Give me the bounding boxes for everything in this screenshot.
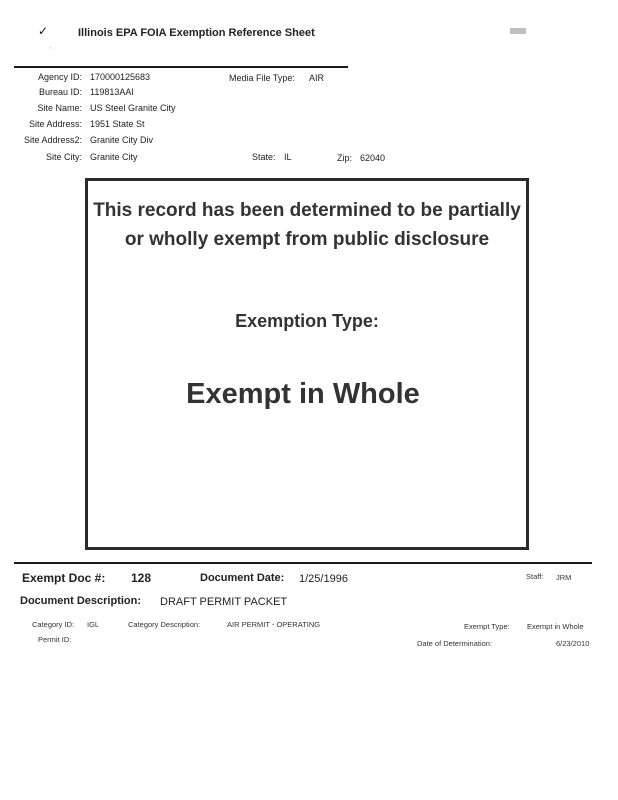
document-date-label: Document Date: (200, 572, 285, 584)
date-of-determination-label: Date of Determination: (417, 639, 493, 648)
staff-label: Staff: (526, 572, 544, 581)
page-title: Illinois EPA FOIA Exemption Reference Sheet (78, 27, 315, 39)
exempt-doc-value: 128 (131, 571, 152, 585)
category-id-label: Category ID: (32, 620, 75, 629)
media-file-type-value: AIR (309, 73, 325, 83)
site-address2-value: Granite City Div (90, 135, 154, 145)
document-description-value: DRAFT PERMIT PACKET (160, 596, 288, 608)
staff-value: JRM (556, 573, 572, 582)
site-address-label: Site Address: (28, 119, 82, 129)
checkmark-icon: ✓ (38, 24, 49, 38)
permit-id-label: Permit ID: (38, 635, 72, 644)
agency-id-value: 170000125683 (90, 72, 151, 82)
site-name-label: Site Name: (37, 103, 82, 113)
media-file-type-label: Media File Type: (229, 73, 295, 83)
category-id-value: IGL (87, 620, 100, 629)
state-value: IL (284, 152, 292, 162)
zip-label: Zip: (337, 153, 353, 163)
exemption-type-label: Exemption Type: (235, 311, 379, 331)
exempt-type-value: Exempt in Whole (527, 622, 584, 631)
category-description-label: Category Description: (128, 620, 201, 629)
bureau-id-value: 119813AAI (90, 87, 134, 97)
bottom-divider (14, 562, 592, 564)
agency-id-label: Agency ID: (37, 72, 82, 82)
document-description-label: Document Description: (20, 595, 142, 607)
document-date-value: 1/25/1996 (299, 573, 348, 585)
date-of-determination-value: 6/23/2010 (556, 639, 590, 648)
site-city-label: Site City: (45, 152, 82, 162)
site-city-value: Granite City (90, 152, 138, 162)
tick-mark: , (50, 44, 52, 50)
site-address2-label: Site Address2: (23, 135, 82, 145)
corner-stamp-mark (510, 28, 526, 34)
exempt-type-label: Exempt Type: (464, 622, 510, 631)
site-address-value: 1951 State St (90, 119, 145, 129)
zip-value: 62040 (360, 153, 386, 163)
top-divider (14, 66, 348, 68)
exemption-type-value: Exempt in Whole (186, 378, 420, 410)
exemption-message: This record has been determined to be partially or wholly exempt from public disclosure (93, 200, 521, 250)
state-label: State: (252, 152, 276, 162)
bureau-id-label: Bureau ID: (38, 87, 82, 97)
exempt-doc-label: Exempt Doc #: (22, 571, 106, 585)
site-name-value: US Steel Granite City (90, 103, 176, 113)
category-description-value: AIR PERMIT - OPERATING (227, 620, 321, 629)
